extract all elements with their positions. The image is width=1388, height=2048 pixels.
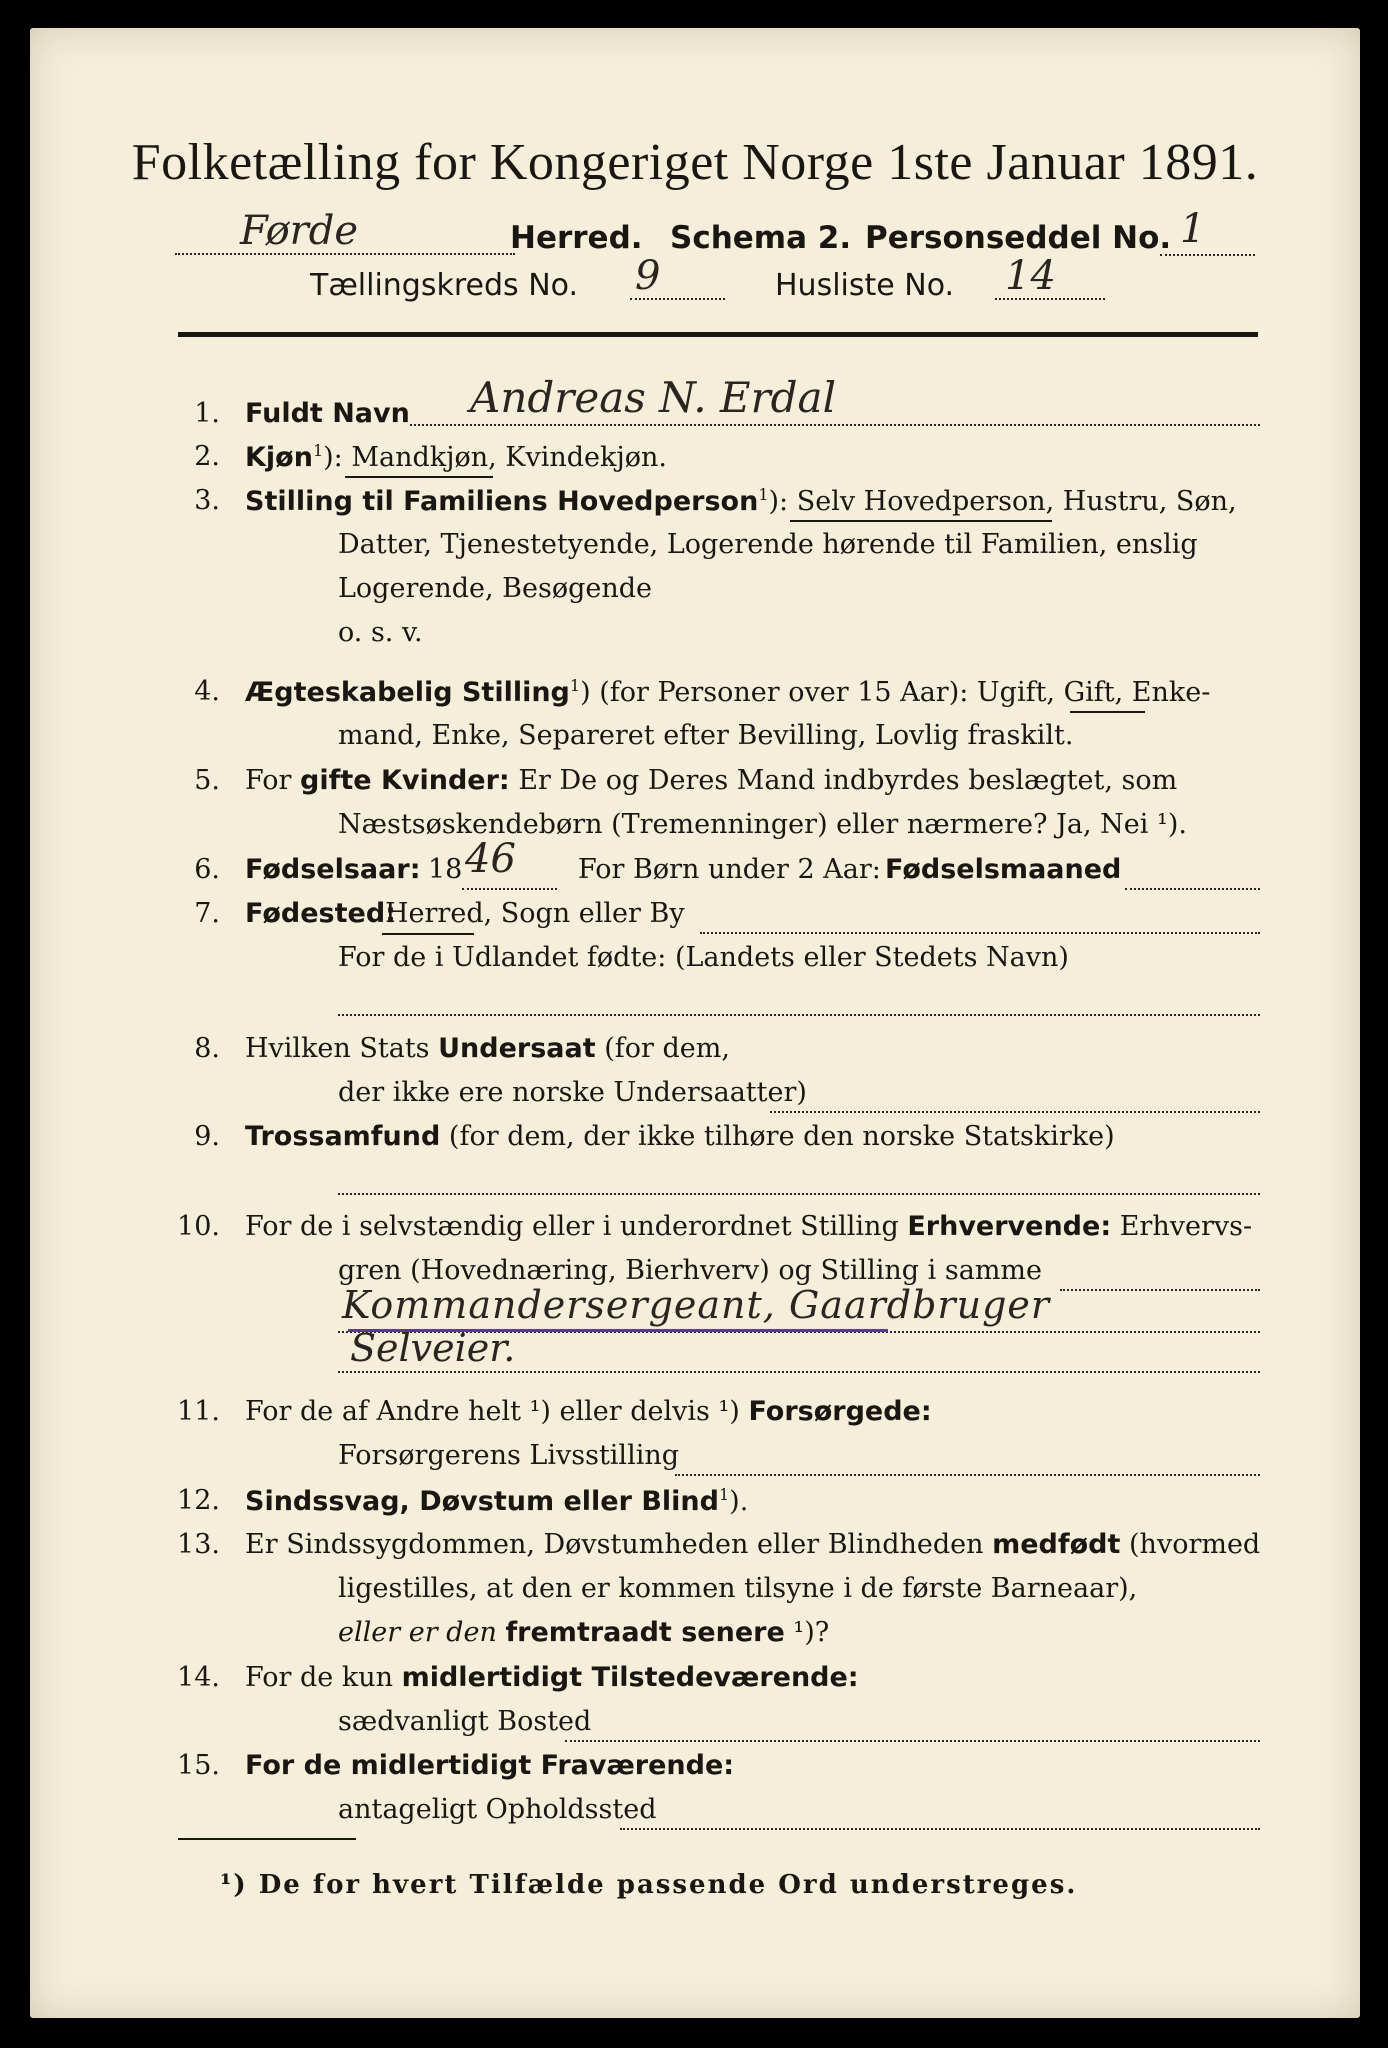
footnote-rule (178, 1838, 356, 1840)
q10-text1b: Erhvervs- (1119, 1211, 1253, 1242)
q9-text: (for dem, der ikke tilhøre den norske Statskirke) (448, 1121, 1115, 1152)
q7-abroad-dotted-line (338, 986, 1260, 1016)
q5-pre: For (245, 765, 292, 796)
q13-number: 13. (177, 1529, 220, 1560)
q11-text2: Forsørgerens Livsstilling (338, 1440, 680, 1471)
q10-row1 (245, 1211, 1252, 1242)
q2-number: 2. (194, 441, 220, 472)
herred-handwritten-value: Førde (240, 208, 359, 254)
personseddel-handwritten-value: 1 (1180, 206, 1206, 252)
footnote: ¹) De for hvert Tilfælde passende Ord understreges. (220, 1870, 1078, 1900)
q3-label: Stilling til Familiens Hovedperson (245, 486, 759, 517)
q8-pre: Hvilken Stats (245, 1033, 430, 1064)
q3-text4: o. s. v. (338, 617, 423, 648)
q4-number: 4. (194, 676, 220, 707)
q14-pre: For de kun (245, 1662, 393, 1693)
q11-dotted-line (675, 1446, 1260, 1476)
q12-row1 (245, 1485, 748, 1517)
q3-text1: ): Selv Hovedperson, Hustru, Søn, (768, 486, 1237, 517)
q4-text1: ) (for Personer over 15 Aar): Ugift, Gift, Enke- (580, 677, 1211, 708)
q10-text1a: For de i selvstændig eller i underordnet Stilling (245, 1211, 899, 1242)
q4-sup: 1 (569, 676, 581, 695)
q13-text2: ligestilles, at den er kommen tilsyne i de første Barneaar), (338, 1573, 1138, 1604)
q11-text1: For de af Andre helt ¹) eller delvis ¹) (245, 1396, 740, 1427)
q6-year-prefix: 18 (428, 854, 463, 885)
q7-dotted-line (700, 904, 1260, 934)
q7-text1: Herred, Sogn eller By (385, 898, 685, 929)
q3-underline-selv-hovedperson (790, 519, 1052, 522)
husliste-handwritten-value: 14 (1005, 253, 1056, 299)
q6-number: 6. (194, 854, 220, 885)
q8-label: Undersaat (438, 1033, 596, 1064)
q13-label2: fremtraadt senere (505, 1617, 785, 1648)
q14-text2: sædvanligt Bosted (338, 1706, 592, 1737)
kreds-label: Tællingskreds No. (310, 268, 578, 303)
q6-month-dotted-line (1125, 860, 1260, 890)
census-form-sheet (30, 28, 1360, 2018)
q8-number: 8. (194, 1033, 220, 1064)
q13-text1a: Er Sindssygdommen, Døvstumheden eller Blindheden (245, 1529, 984, 1560)
q10-number: 10. (177, 1211, 220, 1242)
header-divider (178, 332, 1258, 337)
q13-text1b: (hvormed (1129, 1529, 1261, 1560)
q8-dotted-line (770, 1083, 1260, 1113)
q3-sup: 1 (758, 485, 769, 504)
q15-label: For de midlertidigt Fraværende: (245, 1750, 735, 1781)
q15-text2: antageligt Opholdssted (338, 1794, 657, 1825)
q9-dotted-line (338, 1165, 1260, 1195)
q7-underline-herred (382, 932, 474, 935)
personseddel-dotted-line (1160, 226, 1255, 256)
q15-dotted-line (620, 1800, 1260, 1830)
q2-sup: 1 (312, 441, 324, 460)
q12-sup: 1 (718, 1485, 730, 1504)
q5-row1 (245, 765, 1177, 796)
kreds-handwritten-value: 9 (635, 253, 661, 299)
q8-text1: (for dem, (604, 1033, 730, 1064)
form-title: Folketælling for Kongeriget Norge 1ste Januar 1891. (131, 134, 1259, 191)
q13-text3b: ¹)? (793, 1617, 830, 1648)
q10-handwritten-status: Selveier. (350, 1326, 516, 1370)
q14-label: midlertidigt Tilstedeværende: (401, 1662, 859, 1693)
q6-label2: Fødselsmaaned (885, 854, 1122, 885)
q11-label: Forsørgede: (748, 1396, 932, 1427)
q5-text1: Er De og Deres Mand indbyrdes beslægtet, som (518, 765, 1178, 796)
q4-label: Ægteskabelig Stilling (245, 677, 570, 708)
q9-number: 9. (194, 1121, 220, 1152)
q12-label: Sindssvag, Døvstum eller Blind (245, 1486, 719, 1517)
q11-number: 11. (177, 1396, 220, 1427)
schema-label: Schema 2. (670, 220, 852, 256)
q13-row1 (245, 1529, 1260, 1560)
q10-label: Erhvervende: (907, 1211, 1112, 1242)
q4-underline-gift (1070, 710, 1145, 713)
q4-row1 (245, 676, 1210, 708)
q12-number: 12. (177, 1485, 220, 1516)
q5-label: gifte Kvinder: (300, 765, 510, 796)
husliste-label: Husliste No. (775, 268, 955, 303)
q8-row1 (245, 1033, 730, 1064)
q12-tail: ). (729, 1486, 749, 1517)
q8-text2: der ikke ere norske Undersaatter) (338, 1077, 807, 1108)
q9-label: Trossamfund (245, 1121, 441, 1152)
q10-dotted-line-1 (1060, 1261, 1260, 1291)
q13-row3 (338, 1617, 829, 1648)
q2-row (245, 441, 667, 473)
q3-number: 3. (194, 485, 220, 516)
q6-label: Fødselsaar: (245, 854, 421, 885)
q3-row1 (245, 485, 1237, 517)
q2-text: ): Mandkjøn, Kvindekjøn. (323, 442, 667, 473)
q6-text: For Børn under 2 Aar: (578, 854, 881, 885)
q6-year-handwritten: 46 (465, 836, 516, 882)
q2-underline-mandkjon (345, 475, 493, 478)
q3-text3: Logerende, Besøgende (338, 573, 652, 604)
q3-text2: Datter, Tjenestetyende, Logerende hørende til Familien, enslig (338, 529, 1198, 560)
q7-number: 7. (194, 898, 220, 929)
q9-row1 (245, 1121, 1115, 1152)
q14-dotted-line (565, 1712, 1260, 1742)
herred-label: Herred. (510, 220, 643, 256)
q5-number: 5. (194, 765, 220, 796)
q5-text2: Næstsøskendebørn (Tremenninger) eller nærmere? Ja, Nei ¹). (338, 809, 1187, 840)
q4-text2: mand, Enke, Separeret efter Bevilling, Lovlig fraskilt. (338, 720, 1074, 751)
q10-handwritten-occupation: Kommandersergeant, Gaardbruger (342, 1283, 1051, 1327)
q10-text2: gren (Hovednæring, Bierhverv) og Stilling i samme (338, 1255, 1043, 1286)
q13-label: medfødt (992, 1529, 1121, 1560)
q11-row1 (245, 1396, 932, 1427)
q7-label: Fødested: (245, 898, 396, 929)
personseddel-label: Personseddel No. (865, 220, 1172, 256)
q2-label: Kjøn (245, 442, 313, 473)
q7-text2: For de i Udlandet fødte: (Landets eller Stedets Navn) (338, 942, 1069, 973)
q1-label: Fuldt Navn (245, 398, 410, 429)
q15-number: 15. (177, 1750, 220, 1781)
q1-handwritten-name: Andreas N. Erdal (470, 373, 837, 422)
q14-number: 14. (177, 1662, 220, 1693)
q13-text3a: eller er den (338, 1617, 497, 1648)
q1-number: 1. (194, 398, 220, 429)
q14-row1 (245, 1662, 859, 1693)
